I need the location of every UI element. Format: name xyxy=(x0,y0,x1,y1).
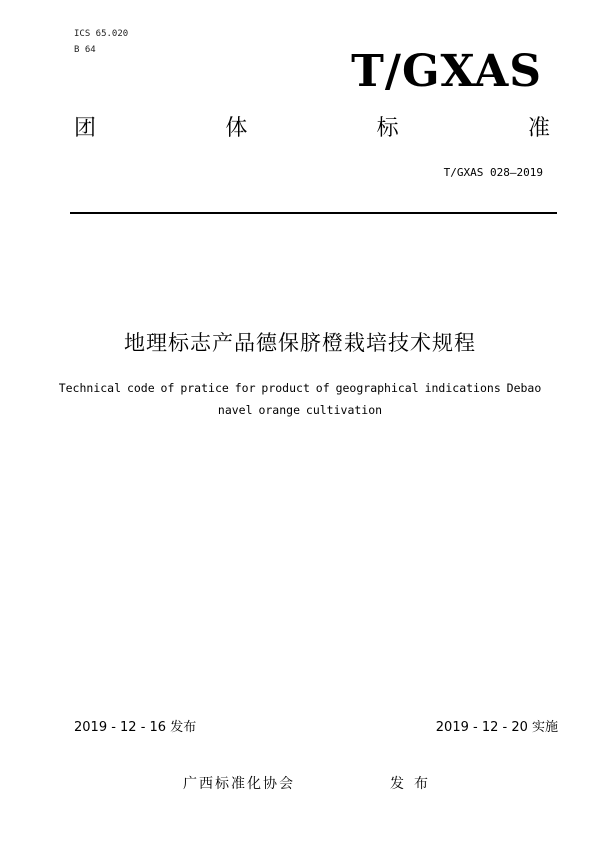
document-type xyxy=(74,118,550,140)
document-type-char: 体 xyxy=(225,116,248,141)
document-type-char: 团 xyxy=(74,116,97,141)
header-divider xyxy=(70,212,557,214)
document-type-char: 准 xyxy=(527,116,550,141)
english-title-line: navel orange cultivation xyxy=(217,403,383,417)
implementation-date: 2019 - 12 - 20 实施 xyxy=(435,720,558,735)
publisher-name: 广西标准化协会 xyxy=(183,776,295,792)
chinese-title: 地理标志产品德保脐橙栽培技术规程 xyxy=(124,331,476,355)
english-title-line: Technical code of pratice for product of geographical indications Debao xyxy=(58,381,542,395)
organization-code: T/GXAS xyxy=(351,46,542,97)
issue-date: 2019 - 12 - 16 发布 xyxy=(74,720,197,735)
document-number: T/GXAS 028—2019 xyxy=(443,166,543,179)
english-title xyxy=(40,377,560,421)
publish-label: 发布 xyxy=(390,776,438,792)
document-type-char: 标 xyxy=(376,116,399,141)
ccs-code: B 64 xyxy=(74,45,96,55)
ics-code: ICS 65.020 xyxy=(74,29,129,39)
